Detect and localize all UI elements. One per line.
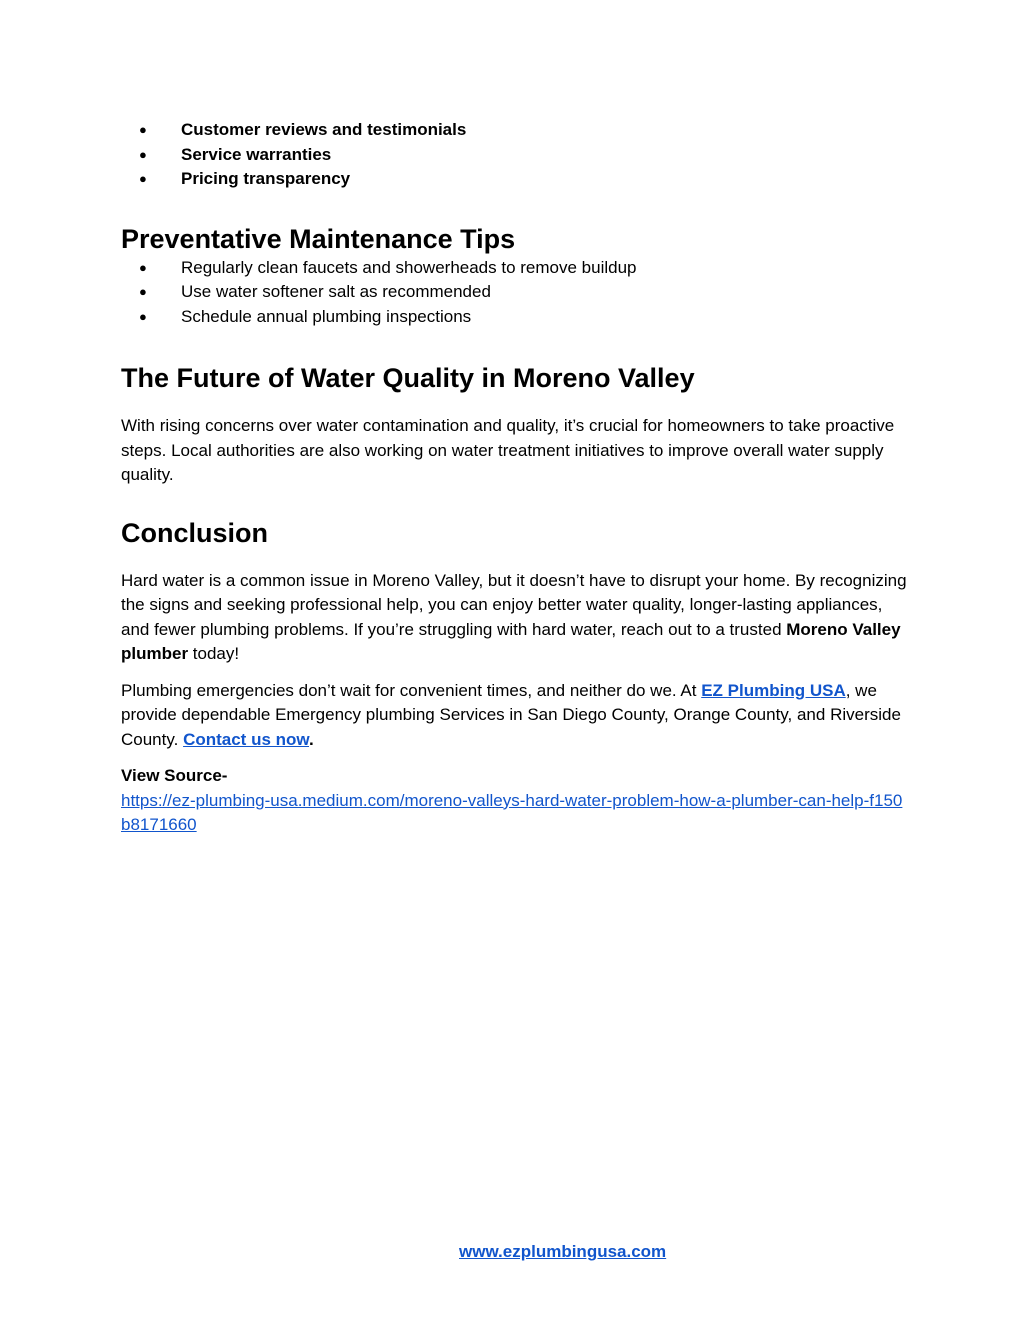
document-page [121,118,911,838]
list-item: ● Schedule annual plumbing inspections [121,305,911,330]
tips-list [121,256,911,330]
bullet-icon: ● [139,284,147,299]
tips-heading: Preventative Maintenance Tips [121,223,516,254]
contact-us-link[interactable]: Contact us now [183,729,309,749]
conclusion-heading: Conclusion [121,517,268,548]
future-paragraph: With rising concerns over water contamination and quality, it’s crucial for homeowners to take proactive steps. Local authorities are also working on water treatment initiatives to improve overall water supply quality. [121,416,895,484]
conclusion-paragraph: Hard water is a common issue in Moreno Valley, but it doesn’t have to disrupt your home. By recognizing the signs and seeking professional help, you can enjoy better water quality, longer-lasting appliances, and fewer plumbing problems. If you’re struggling with hard water, reach out to a trusted Moreno Valley plumber today! [121,570,907,663]
list-item: ● Use water softener salt as recommended [121,280,911,305]
source-block [121,764,911,838]
list-item: ● Regularly clean faucets and showerheads to remove buildup [121,256,911,281]
source-url-link[interactable]: https://ez-plumbing-usa.medium.com/moreno-valleys-hard-water-problem-how-a-plumber-can-help-f150b8171660 [121,790,903,834]
bullet-icon: ● [139,308,147,324]
website-link[interactable]: www.ezplumbingusa.com [459,1242,667,1261]
plumber-keyword: Moreno Valley plumber [121,619,901,663]
future-heading: The Future of Water Quality in Moreno Valley [121,363,695,393]
footer [459,1240,666,1264]
list-item: ● Customer reviews and testimonials [121,118,911,143]
list-item: ● Pricing transparency [121,167,911,192]
ez-plumbing-link[interactable]: EZ Plumbing USA [701,680,846,700]
cta-paragraph: Plumbing emergencies don’t wait for convenient times, and neither do we. At EZ Plumbing USA, we provide dependable Emergency plumbing Services in San Diego County, Orange County, and Riverside County. Contact us now. [121,680,901,749]
list-item: ● Service warranties [121,143,911,168]
bullet-icon: ● [139,146,147,162]
intro-list [121,118,911,192]
bullet-icon: ● [139,122,147,137]
bullet-icon: ● [139,171,147,186]
bullet-icon: ● [139,259,147,275]
source-label: View Source- [121,766,228,785]
